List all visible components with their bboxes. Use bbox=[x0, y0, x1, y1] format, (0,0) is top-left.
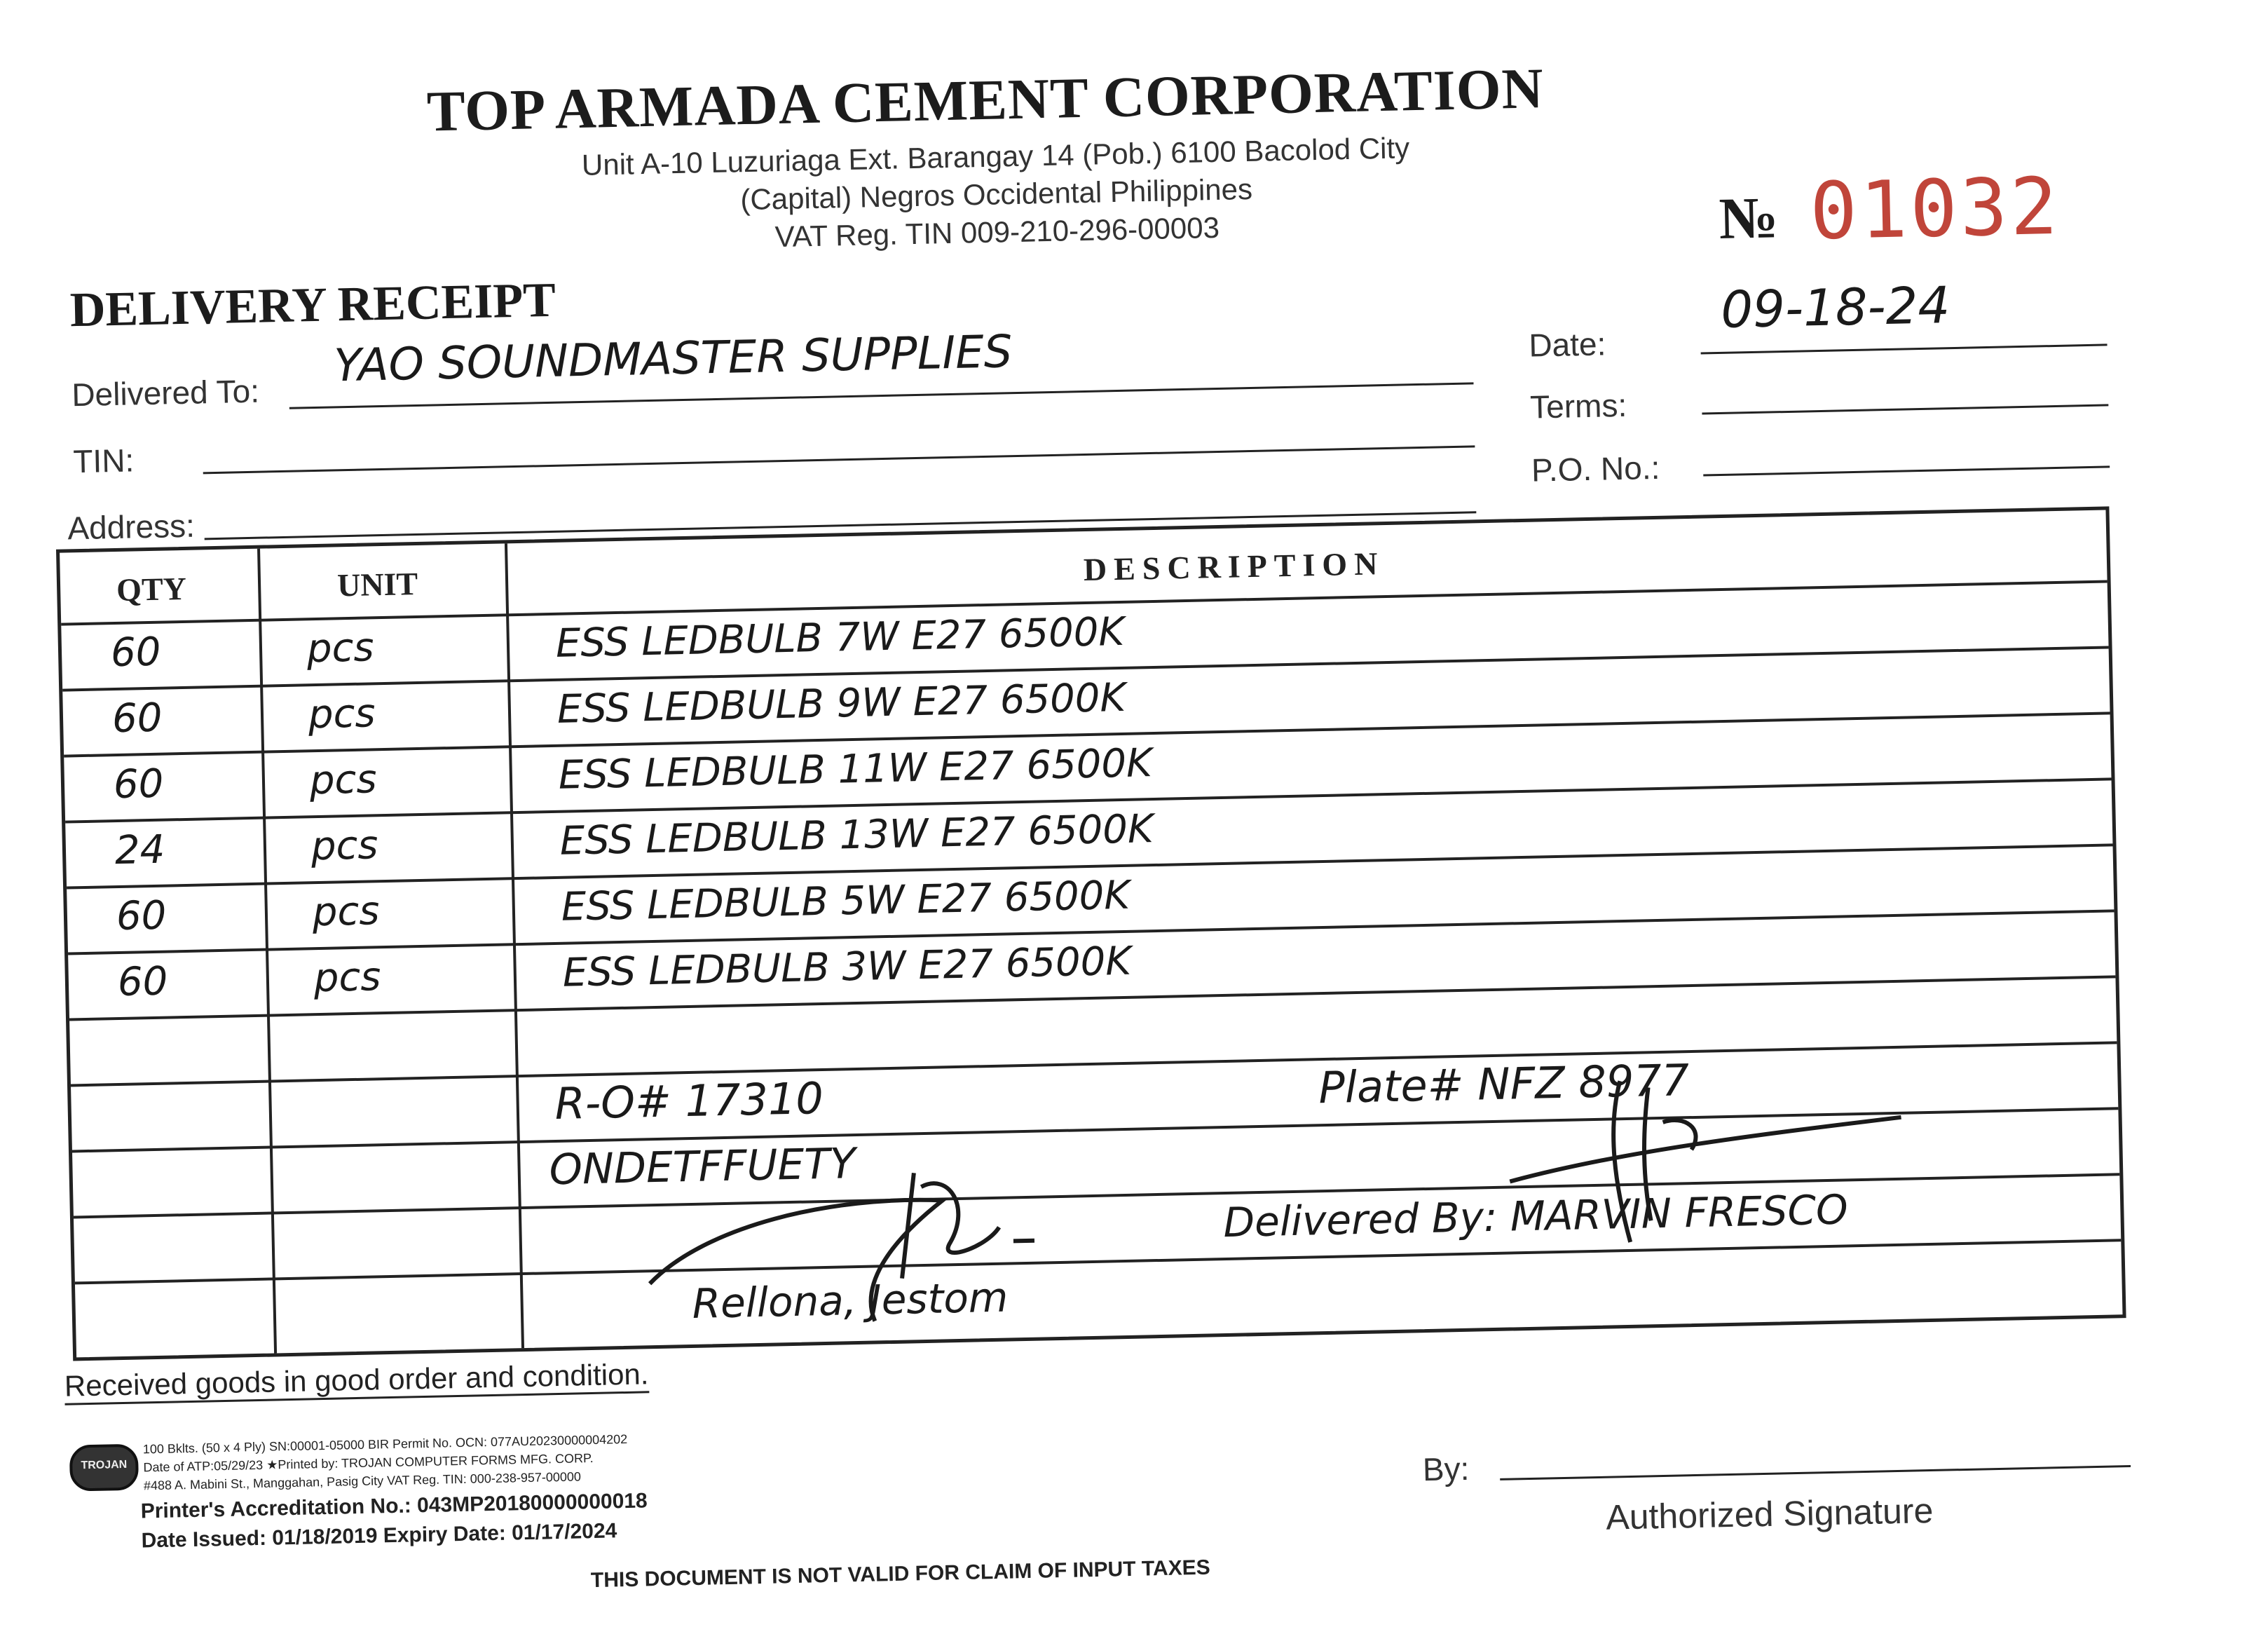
receipt-number: 01032 bbox=[1809, 161, 2061, 258]
row-description: ESS LEDBULB 3W E27 6500K bbox=[562, 938, 1132, 996]
header-description: DESCRIPTION bbox=[1083, 545, 1385, 588]
ro-number: R-O# 17310 bbox=[554, 1073, 824, 1130]
row-unit: pcs bbox=[309, 756, 378, 804]
printer-info-line1: 100 Bklts. (50 x 4 Ply) SN:00001-05000 BIR Permit No. OCN: 077AU20230000004202 bbox=[142, 1431, 628, 1457]
items-table bbox=[56, 506, 2126, 1361]
tin-line bbox=[203, 445, 1475, 474]
row-qty: 60 bbox=[116, 892, 167, 940]
company-name: TOP ARMADA CEMENT CORPORATION bbox=[426, 56, 1545, 144]
date-label: Date: bbox=[1528, 325, 1606, 364]
tin-label: TIN: bbox=[72, 442, 135, 480]
printer-logo-icon bbox=[69, 1444, 139, 1492]
po-line bbox=[1703, 465, 2110, 476]
vat-registration: VAT Reg. TIN 009-210-296-00003 bbox=[774, 210, 1220, 254]
row-description: ESS LEDBULB 5W E27 6500K bbox=[561, 872, 1130, 930]
date-line bbox=[1701, 343, 2108, 354]
signature-line bbox=[1500, 1465, 2131, 1480]
row-qty: 60 bbox=[110, 629, 162, 676]
row-unit: pcs bbox=[306, 625, 375, 672]
printer-accreditation: Printer's Accreditation No.: 043MP20180000000018 bbox=[140, 1489, 648, 1523]
address-label: Address: bbox=[67, 507, 196, 547]
terms-line bbox=[1702, 404, 2108, 414]
disclaimer: THIS DOCUMENT IS NOT VALID FOR CLAIM OF INPUT TAXES bbox=[590, 1555, 1210, 1593]
company-address-line2: (Capital) Negros Occidental Philippines bbox=[739, 172, 1253, 217]
receiver-signature-icon bbox=[619, 1138, 1254, 1347]
header-qty: QTY bbox=[116, 570, 187, 608]
plate-number: Plate# NFZ 8977 bbox=[1318, 1054, 1690, 1114]
received-note: Received goods in good order and condition. bbox=[64, 1357, 649, 1405]
row-description: ESS LEDBULB 9W E27 6500K bbox=[556, 674, 1126, 733]
date-value: 09-18-24 bbox=[1720, 275, 1951, 339]
receiver-name: Rellona, Jestom bbox=[692, 1273, 1009, 1328]
delivery-signature-icon bbox=[1480, 1068, 1918, 1259]
row-qty: 24 bbox=[114, 826, 165, 874]
row-unit: pcs bbox=[310, 822, 379, 870]
number-sign: № bbox=[1718, 185, 1779, 252]
authorized-signature-label: Authorized Signature bbox=[1605, 1490, 1934, 1537]
row-unit: pcs bbox=[308, 690, 376, 738]
by-label: By: bbox=[1422, 1450, 1470, 1488]
delivered-to-value: YAO SOUNDMASTER SUPPLIES bbox=[333, 326, 1013, 393]
document-title: DELIVERY RECEIPT bbox=[69, 273, 556, 338]
printer-logo-text: TROJAN bbox=[81, 1458, 128, 1472]
row-qty: 60 bbox=[111, 695, 163, 742]
row-qty: 60 bbox=[113, 761, 164, 808]
printer-info-line3: #488 A. Mabini St., Manggahan, Pasig City VAT Reg. TIN: 000-238-957-00000 bbox=[143, 1469, 582, 1493]
row-unit: pcs bbox=[312, 888, 381, 936]
row-qty: 60 bbox=[117, 958, 168, 1006]
delivered-by: Delivered By: MARVIN FRESCO bbox=[1222, 1185, 1849, 1247]
row-description: ESS LEDBULB 7W E27 6500K bbox=[555, 608, 1125, 667]
handwritten-code: ONDETFFUETY bbox=[548, 1139, 856, 1195]
po-label: P.O. No.: bbox=[1531, 449, 1660, 489]
printer-info-line2: Date of ATP:05/29/23 ★Printed by: TROJAN COMPUTER FORMS MFG. CORP. bbox=[143, 1450, 594, 1475]
terms-label: Terms: bbox=[1529, 386, 1627, 426]
row-unit: pcs bbox=[313, 954, 382, 1002]
row-description: ESS LEDBULB 11W E27 6500K bbox=[558, 740, 1153, 798]
issue-expiry-dates: Date Issued: 01/18/2019 Expiry Date: 01/17/2024 bbox=[141, 1519, 617, 1553]
header-unit: UNIT bbox=[336, 565, 418, 604]
company-address-line1: Unit A-10 Luzuriaga Ext. Barangay 14 (Pob.) 6100 Bacolod City bbox=[581, 131, 1410, 182]
delivered-to-label: Delivered To: bbox=[71, 372, 260, 414]
row-description: ESS LEDBULB 13W E27 6500K bbox=[559, 806, 1154, 864]
